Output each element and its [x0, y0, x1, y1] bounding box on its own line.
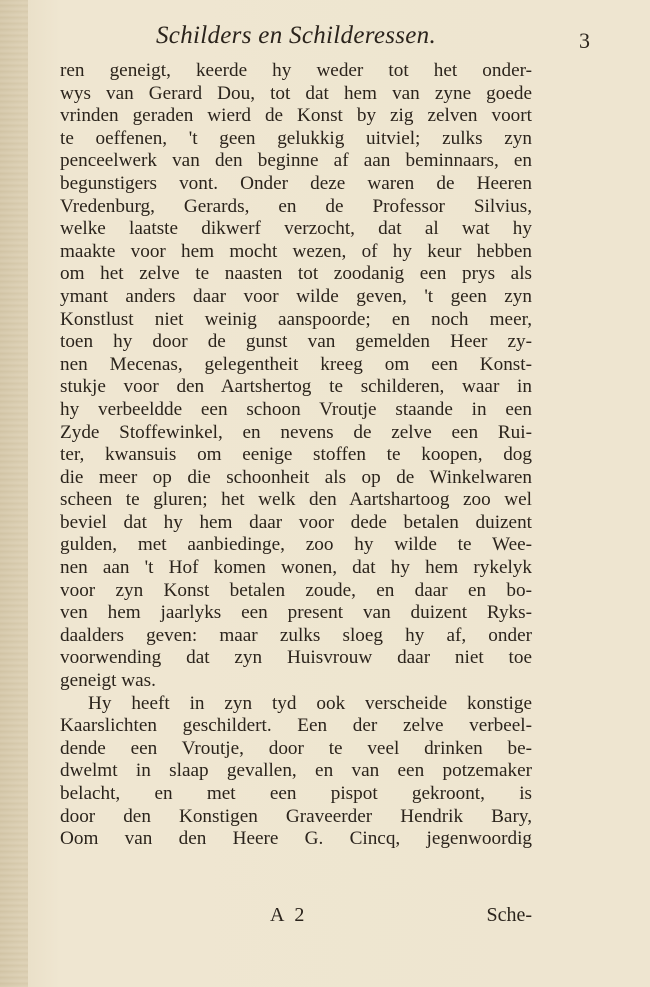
- text-line: Zyde Stoffewinkel, en nevens de zelve een Rui-: [60, 421, 532, 443]
- text-line: Oom van den Heere G. Cincq, jegenwoordig: [60, 828, 532, 850]
- running-head: [60, 22, 590, 56]
- page-footer: [60, 904, 532, 930]
- text-line: toen hy door de gunst van gemelden Heer zy-: [60, 331, 532, 353]
- text-line: voorwending dat zyn Huisvrouw daar niet toe: [60, 647, 532, 669]
- text-line: nen aan 't Hof komen wonen, dat hy hem rykelyk: [60, 557, 532, 579]
- text-line: Vredenburg, Gerards, en de Professor Silvius,: [60, 195, 532, 217]
- text-line: welke laatste dikwerf verzocht, dat al wat hy: [60, 218, 532, 240]
- text-line: dwelmt in slaap gevallen, en van een potzemaker: [60, 760, 532, 782]
- page-number: 3: [579, 28, 590, 53]
- text-line: beviel dat hy hem daar voor dede betalen duizent: [60, 511, 532, 533]
- text-line: te oeffenen, 't geen gelukkig uitviel; zulks zyn: [60, 127, 532, 149]
- page-gutter: [0, 0, 28, 987]
- text-line: dende een Vroutje, door te veel drinken be-: [60, 737, 532, 759]
- text-line: nen Mecenas, gelegentheit kreeg om een Konst-: [60, 353, 532, 375]
- text-line: om het zelve te naasten tot zoodanig een prys als: [60, 263, 532, 285]
- text-line: Hy heeft in zyn tyd ook verscheide konstige: [88, 692, 532, 714]
- text-line: voor zyn Konst betalen zoude, en daar en bo-: [60, 579, 532, 601]
- text-line: wys van Gerard Dou, tot dat hem van zyne goede: [60, 82, 532, 104]
- text-line: Konstlust niet weinig aanspoorde; en noch meer,: [60, 308, 532, 330]
- text-line: vrinden geraden wierd de Konst by zig zelven voort: [60, 105, 532, 127]
- text-line: scheen te gluren; het welk den Aartshartoog zoo wel: [60, 489, 532, 511]
- catchword: Sche-: [486, 904, 532, 926]
- text-line: begunstigers vont. Onder deze waren de Heeren: [60, 172, 532, 194]
- text-line: daalders geven: maar zulks sloeg hy af, onder: [60, 624, 532, 646]
- text-line: hy verbeeldde een schoon Vroutje staande in een: [60, 398, 532, 420]
- text-line: geneigt was.: [60, 670, 156, 692]
- signature-mark: A 2: [270, 904, 308, 926]
- text-line: die meer op die schoonheit als op de Winkelwaren: [60, 466, 532, 488]
- text-line: ven hem jaarlyks een present van duizent Ryks-: [60, 602, 532, 624]
- text-line: ter, kwansuis om eenige stoffen te koopen, dog: [60, 444, 532, 466]
- text-line: Kaarslichten geschildert. Een der zelve verbeel-: [60, 715, 532, 737]
- text-line: belacht, en met een pispot gekroont, is: [60, 783, 532, 804]
- text-line: ymant anders daar voor wilde geven, 't geen zyn: [60, 285, 532, 307]
- text-line: penceelwerk van den beginne af aan beminnaars, en: [60, 150, 532, 172]
- text-line: maakte voor hem mocht wezen, of hy keur hebben: [60, 240, 532, 262]
- text-line: gulden, met aanbiedinge, zoo hy wilde te Wee-: [60, 534, 532, 556]
- text-line: door den Konstigen Graveerder Hendrik Bary,: [60, 805, 532, 827]
- text-line: stukje voor den Aartshertog te schilderen, waar in: [60, 376, 532, 398]
- running-title: Schilders en Schilderessen.: [156, 22, 437, 49]
- text-line: ren geneigt, keerde hy weder tot het onder-: [60, 60, 532, 81]
- body-text: [60, 60, 532, 851]
